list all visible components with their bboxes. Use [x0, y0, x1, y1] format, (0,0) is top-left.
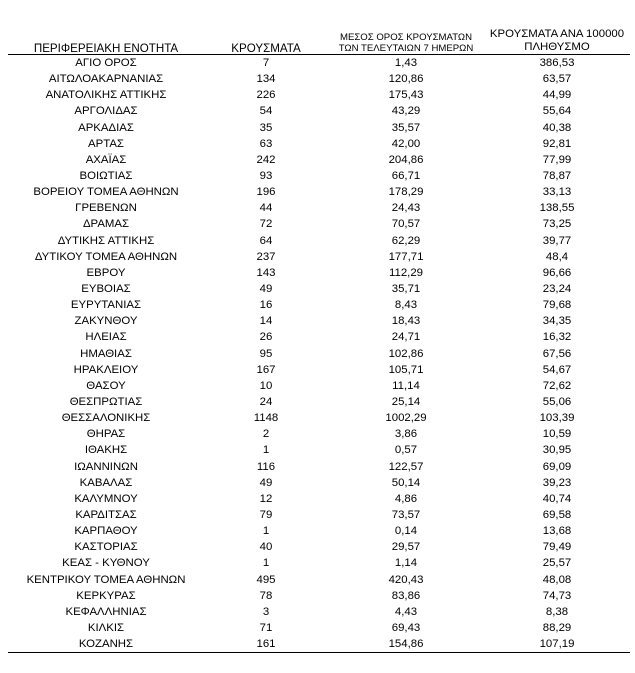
cell-region: ΚΟΖΑΝΗΣ: [78, 638, 134, 651]
cell-per100k: 8,38: [545, 605, 569, 618]
cell-region: ΘΗΡΑΣ: [86, 428, 126, 441]
cell-per100k: 79,68: [542, 299, 572, 312]
cell-per100k: 72,62: [542, 379, 572, 392]
cell-region: ΔΥΤΙΚΗΣ ΑΤΤΙΚΗΣ: [57, 234, 155, 247]
cell-per100k: 48,4: [545, 250, 569, 263]
cell-cases: 1: [262, 557, 270, 570]
table-row: [8, 71, 630, 87]
cell-cases: 49: [259, 283, 273, 296]
cell-cases: 495: [256, 573, 276, 586]
cell-cases: 134: [256, 73, 276, 86]
cell-cases: 226: [256, 89, 276, 102]
cell-region: ΒΟΡΕΙΟΥ ΤΟΜΕΑ ΑΘΗΝΩΝ: [33, 186, 179, 199]
cell-cases: 3: [262, 605, 270, 618]
cell-cases: 1148: [253, 412, 279, 425]
cell-per100k: 138,55: [539, 202, 575, 215]
cell-avg7: 178,29: [388, 186, 424, 199]
cell-avg7: 35,71: [391, 283, 421, 296]
cell-cases: 116: [256, 460, 276, 473]
cell-region: ΙΩΑΝΝΙΝΩΝ: [74, 460, 138, 473]
cell-region: ΗΡΑΚΛΕΙΟΥ: [73, 363, 139, 376]
cell-cases: 35: [259, 121, 273, 134]
table-row: [8, 200, 630, 216]
table-row: [8, 265, 630, 281]
cell-per100k: 55,64: [542, 105, 572, 118]
cell-cases: 1: [262, 444, 270, 457]
cell-per100k: 40,74: [542, 492, 572, 505]
table-row: [8, 459, 630, 475]
cell-per100k: 69,09: [542, 460, 572, 473]
table-row: [8, 475, 630, 491]
cell-avg7: 4,86: [394, 492, 418, 505]
cell-per100k: 103,39: [539, 412, 575, 425]
cell-region: ΑΡΤΑΣ: [88, 137, 124, 150]
cell-region: ΚΕΝΤΡΙΚΟΥ ΤΟΜΕΑ ΑΘΗΝΩΝ: [26, 573, 186, 586]
header-cases: ΚΡΟΥΣΜΑΤΑ: [231, 42, 301, 55]
cell-avg7: 29,57: [391, 541, 421, 554]
cell-avg7: 24,43: [391, 202, 421, 215]
cell-cases: 161: [256, 638, 276, 651]
cell-region: ΖΑΚΥΝΘΟΥ: [74, 315, 138, 328]
cell-avg7: 42,00: [391, 137, 421, 150]
cell-region: ΑΙΤΩΛΟΑΚΑΡΝΑΝΙΑΣ: [48, 73, 164, 86]
cell-per100k: 78,87: [542, 170, 572, 183]
cases-table: [8, 28, 630, 653]
cell-region: ΘΕΣΠΡΩΤΙΑΣ: [69, 396, 143, 409]
cell-avg7: 420,43: [388, 573, 424, 586]
table-row: [8, 604, 630, 620]
table-row: [8, 572, 630, 588]
cell-avg7: 11,14: [392, 379, 420, 392]
cell-avg7: 112,29: [389, 266, 423, 279]
table-row: [8, 636, 630, 653]
table-row: [8, 233, 630, 249]
cell-per100k: 96,66: [542, 266, 572, 279]
cell-region: ΔΡΑΜΑΣ: [82, 218, 130, 231]
cell-cases: 12: [259, 492, 273, 505]
table-row: [8, 507, 630, 523]
cell-avg7: 3,86: [394, 428, 418, 441]
cell-cases: 24: [259, 396, 273, 409]
table-row: [8, 491, 630, 507]
cell-cases: 143: [256, 266, 276, 279]
table-row: [8, 120, 630, 136]
cell-cases: 167: [256, 363, 276, 376]
table-row: [8, 216, 630, 232]
cell-cases: 79: [259, 509, 273, 521]
cell-per100k: 54,67: [542, 363, 572, 376]
table-row: [8, 426, 630, 442]
cell-per100k: 73,25: [542, 218, 572, 231]
table-row: [8, 103, 630, 119]
table-row: [8, 313, 630, 329]
cell-region: ΕΥΒΟΙΑΣ: [81, 283, 131, 296]
cell-region: ΚΕΦΑΛΛΗΝΙΑΣ: [65, 605, 147, 618]
cell-avg7: 43,29: [391, 105, 421, 118]
cell-avg7: 122,57: [388, 460, 424, 473]
cell-region: ΓΡΕΒΕΝΩΝ: [75, 202, 137, 215]
table-row: [8, 394, 630, 410]
cell-region: ΕΒΡΟΥ: [86, 266, 126, 279]
cell-per100k: 74,73: [542, 589, 572, 602]
table-row: [8, 184, 630, 200]
cell-avg7: 35,57: [391, 121, 421, 134]
cell-region: ΗΛΕΙΑΣ: [85, 331, 127, 344]
table-row: [8, 55, 630, 72]
cell-cases: 26: [259, 331, 273, 344]
cell-per100k: 88,29: [542, 621, 572, 634]
cell-region: ΔΥΤΙΚΟΥ ΤΟΜΕΑ ΑΘΗΝΩΝ: [34, 250, 178, 263]
cell-avg7: 105,71: [388, 363, 424, 376]
cell-region: ΘΑΣΟΥ: [86, 379, 126, 392]
cell-per100k: 40,38: [542, 121, 572, 134]
cell-avg7: 1002,29: [385, 412, 427, 425]
cell-avg7: 204,86: [388, 153, 424, 166]
cell-cases: 196: [256, 186, 276, 199]
cell-per100k: 33,13: [542, 186, 572, 199]
cell-per100k: 107,19: [539, 638, 575, 651]
cell-per100k: 25,57: [542, 557, 572, 570]
table-row: [8, 281, 630, 297]
cell-region: ΗΜΑΘΙΑΣ: [80, 347, 132, 360]
cell-cases: 2: [262, 428, 270, 441]
table-row: [8, 362, 630, 378]
cell-per100k: 63,57: [542, 73, 572, 86]
table-row: [8, 346, 630, 362]
cell-avg7: 69,43: [391, 621, 421, 634]
cell-region: ΚΑΡΔΙΤΣΑΣ: [75, 509, 137, 521]
cell-region: ΑΝΑΤΟΛΙΚΗΣ ΑΤΤΙΚΗΣ: [45, 89, 167, 102]
table-row: [8, 168, 630, 184]
cell-cases: 242: [256, 153, 276, 166]
cell-avg7: 175,43: [388, 89, 424, 102]
cell-avg7: 1,14: [394, 557, 418, 570]
cell-per100k: 39,23: [542, 476, 572, 489]
cell-avg7: 25,14: [391, 396, 421, 409]
cell-avg7: 0,14: [394, 525, 418, 538]
cell-region: ΚΙΛΚΙΣ: [87, 621, 125, 634]
header-per100k: ΚΡΟΥΣΜΑΤΑ ΑΝΑ 100000 ΠΛΗΘΥΣΜΟ: [489, 28, 625, 53]
cell-region: ΑΧΑΪΑΣ: [85, 153, 127, 166]
cell-avg7: 62,29: [391, 234, 421, 247]
cell-per100k: 79,49: [542, 541, 572, 554]
table-row: [8, 588, 630, 604]
cell-avg7: 0,57: [394, 444, 418, 457]
cell-region: ΚΑΒΑΛΑΣ: [79, 476, 133, 489]
cell-region: ΚΑΡΠΑΘΟΥ: [74, 525, 138, 538]
covid-cases-sheet: [8, 28, 630, 653]
cell-avg7: 70,57: [391, 218, 421, 231]
cell-cases: 44: [259, 202, 273, 215]
cell-avg7: 154,86: [388, 638, 424, 651]
table-row: [8, 297, 630, 313]
cell-cases: 40: [259, 541, 273, 554]
table-row: [8, 555, 630, 571]
cell-avg7: 8,43: [394, 299, 418, 312]
cell-region: ΑΡΚΑΔΙΑΣ: [78, 121, 134, 134]
header-row: [8, 28, 630, 55]
cell-per100k: 69,58: [542, 509, 572, 521]
cell-avg7: 1,43: [394, 57, 418, 70]
table-row: [8, 620, 630, 636]
cell-avg7: 120,86: [388, 73, 424, 86]
cell-region: ΑΓΙΟ ΟΡΟΣ: [75, 57, 137, 70]
cell-per100k: 16,32: [542, 331, 572, 344]
cell-cases: 7: [262, 57, 270, 70]
table-row: [8, 152, 630, 168]
cell-cases: 63: [259, 137, 273, 150]
cell-avg7: 66,71: [391, 170, 421, 183]
cell-cases: 72: [259, 218, 273, 231]
cell-cases: 10: [259, 379, 273, 392]
cell-per100k: 48,08: [542, 573, 572, 586]
cell-per100k: 30,95: [542, 444, 572, 457]
cell-per100k: 23,24: [542, 283, 572, 296]
header-avg7: ΜΕΣΟΣ ΟΡΟΣ ΚΡΟΥΣΜΑΤΩΝ ΤΩΝ ΤΕΛΕΥΤΑΙΩΝ 7 ΗΜΕΡΩΝ: [338, 32, 474, 54]
cell-cases: 95: [259, 347, 273, 360]
cell-per100k: 39,77: [542, 234, 572, 247]
cell-region: ΚΕΡΚΥΡΑΣ: [76, 589, 136, 602]
cell-per100k: 34,35: [542, 315, 572, 328]
table-row: [8, 329, 630, 345]
cell-avg7: 4,43: [394, 605, 418, 618]
table-row: [8, 410, 630, 426]
cell-per100k: 55,06: [542, 396, 572, 409]
cell-cases: 71: [259, 621, 273, 634]
cell-region: ΑΡΓΟΛΙΔΑΣ: [74, 105, 138, 118]
cell-avg7: 177,71: [388, 250, 424, 263]
cell-cases: 16: [259, 299, 273, 312]
table-row: [8, 523, 630, 539]
cell-avg7: 102,86: [388, 347, 424, 360]
cell-region: ΚΑΣΤΟΡΙΑΣ: [74, 541, 138, 554]
cell-avg7: 24,71: [391, 331, 421, 344]
cell-region: ΕΥΡΥΤΑΝΙΑΣ: [70, 299, 142, 312]
table-row: [8, 249, 630, 265]
cell-cases: 54: [259, 105, 273, 118]
table-row: [8, 378, 630, 394]
cell-region: ΘΕΣΣΑΛΟΝΙΚΗΣ: [61, 412, 151, 425]
table-row: [8, 87, 630, 103]
cell-cases: 237: [256, 250, 276, 263]
cell-region: ΚΑΛΥΜΝΟΥ: [74, 492, 138, 505]
cell-avg7: 50,14: [391, 476, 421, 489]
cell-per100k: 44,99: [542, 89, 572, 102]
table-row: [8, 442, 630, 458]
cell-cases: 64: [259, 234, 273, 247]
cell-cases: 78: [259, 589, 273, 602]
table-body: [8, 55, 630, 653]
cell-region: ΙΘΑΚΗΣ: [84, 444, 128, 457]
cell-region: ΚΕΑΣ - ΚΥΘΝΟΥ: [62, 557, 150, 570]
cell-cases: 14: [259, 315, 273, 328]
cell-avg7: 73,57: [391, 509, 421, 521]
cell-cases: 1: [262, 525, 270, 538]
table-row: [8, 539, 630, 555]
cell-cases: 93: [259, 170, 273, 183]
header-region: ΠΕΡΙΦΕΡΕΙΑΚΗ ΕΝΟΤΗΤΑ: [33, 42, 179, 55]
cell-per100k: 13,68: [542, 525, 572, 538]
cell-per100k: 92,81: [542, 137, 572, 150]
cell-per100k: 10,59: [542, 428, 572, 441]
table-row: [8, 136, 630, 152]
cell-per100k: 77,99: [542, 153, 572, 166]
cell-cases: 49: [259, 476, 273, 489]
cell-per100k: 386,53: [539, 57, 575, 70]
cell-region: ΒΟΙΩΤΙΑΣ: [79, 170, 133, 183]
cell-avg7: 18,43: [391, 315, 421, 328]
cell-per100k: 67,56: [542, 347, 572, 360]
cell-avg7: 83,86: [391, 589, 421, 602]
